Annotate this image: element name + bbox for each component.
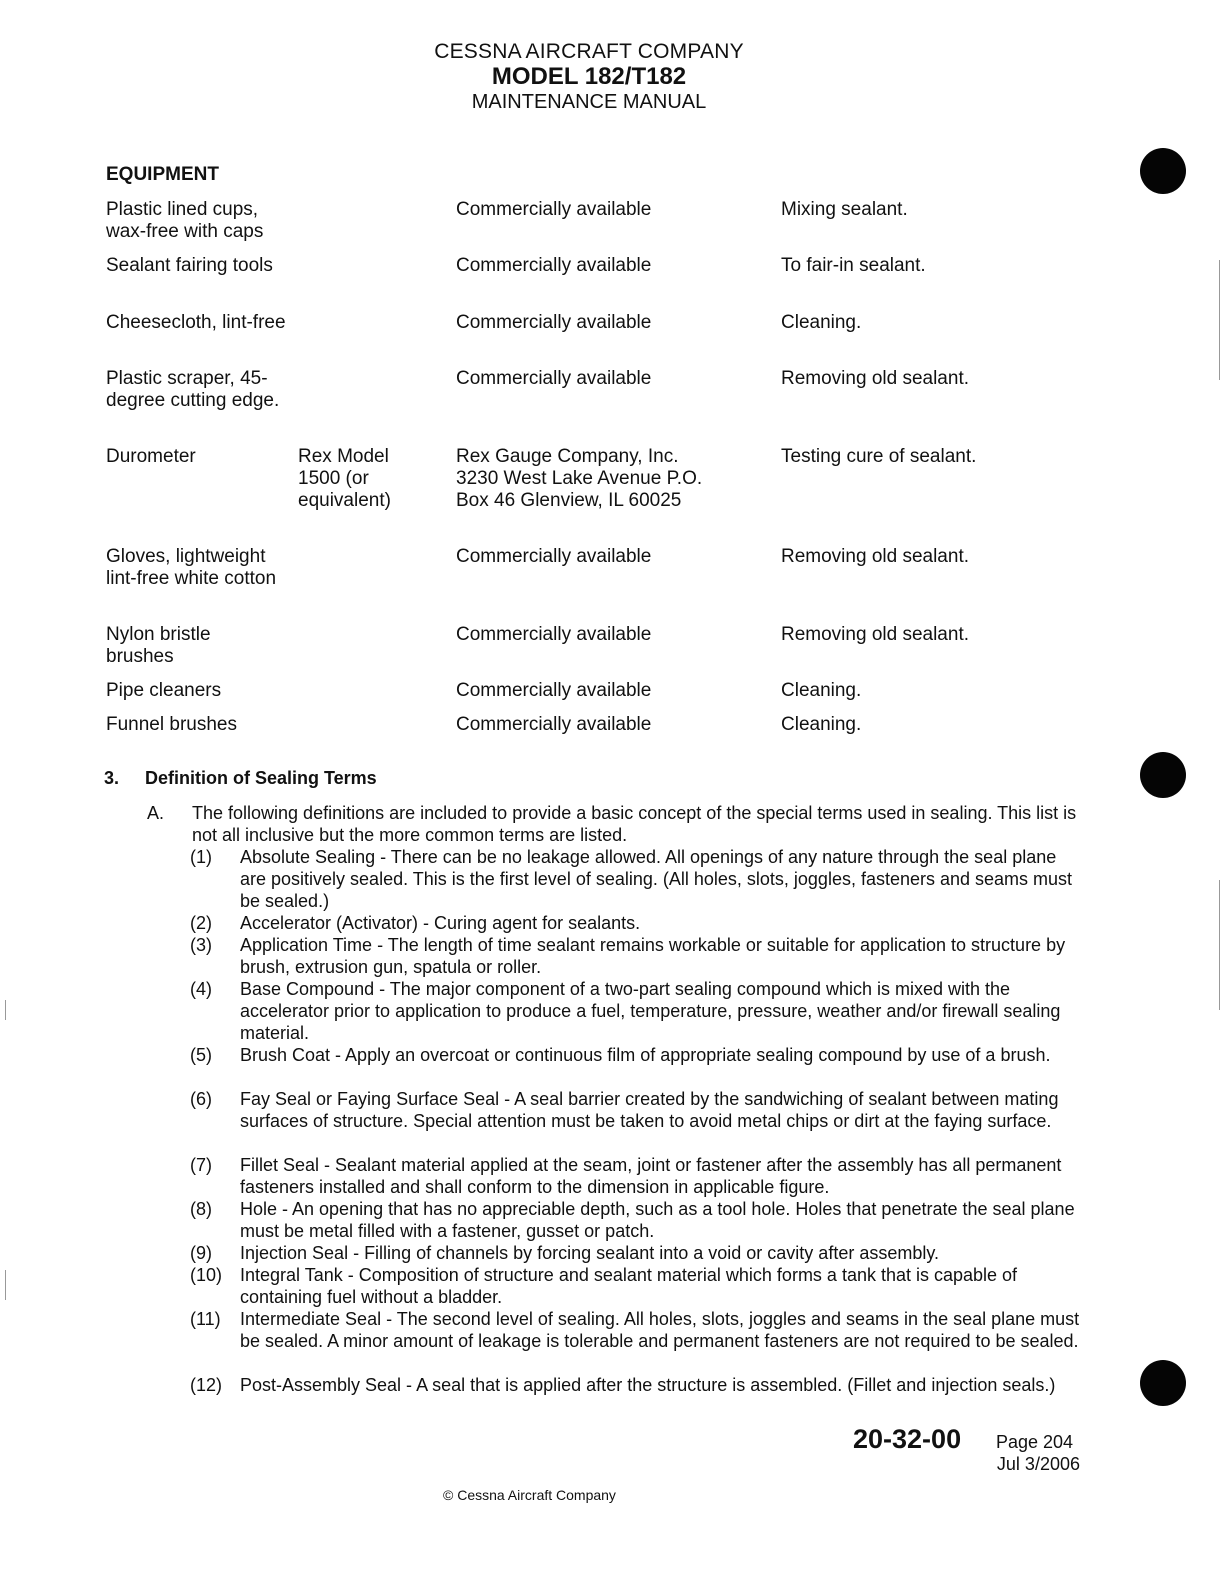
page-number: Page 204 [996,1432,1074,1452]
paragraph-label: A. [147,803,165,823]
edge-mark [1219,880,1220,1010]
equipment-name: Funnel brushes [106,714,237,735]
definition-number: (6) [190,1089,212,1109]
equipment-name: Pipe cleaners [106,680,222,701]
equipment-name: Plastic lined cups, wax-free with caps [106,199,264,242]
equipment-name: Plastic scraper, 45- degree cutting edge. [106,368,280,411]
equipment-number: Rex Model 1500 (or equivalent) [298,446,391,511]
definition-text: Intermediate Seal - The second level of sealing. All holes, slots, joggles and seams in the seal plane must be sealed. A minor amount of leakage is tolerable and permanent fasteners are not required to be sealed. [240,1309,1080,1351]
definition-number: (9) [190,1243,212,1263]
equipment-use: Testing cure of sealant. [781,446,977,467]
equipment-use: Removing old sealant. [781,546,969,567]
equipment-name: Sealant fairing tools [106,255,273,276]
equipment-use: Mixing sealant. [781,199,908,220]
definition-text: Post-Assembly Seal - A seal that is applied after the structure is assembled. (Fillet and injection seals.) [240,1375,1056,1395]
definition-number: (8) [190,1199,212,1219]
equipment-source: Rex Gauge Company, Inc. 3230 West Lake Avenue P.O. Box 46 Glenview, IL 60025 [456,446,703,511]
edge-mark [5,1000,6,1020]
definition-text: Base Compound - The major component of a two-part sealing compound which is mixed with the accelerator prior to application to produce a fuel, temperature, pressure, weather and/or firewall sealing material. [240,979,1061,1043]
company-name: CESSNA AIRCRAFT COMPANY [434,40,744,63]
equipment-use: Removing old sealant. [781,368,969,389]
equipment-use: Removing old sealant. [781,624,969,645]
equipment-title: EQUIPMENT [106,164,219,185]
definition-number: (5) [190,1045,212,1065]
binder-hole-icon [1140,148,1186,194]
model-title: MODEL 182/T182 [491,63,687,90]
section-number: 3. [104,768,120,788]
equipment-source: Commercially available [456,312,652,333]
definition-text: Application Time - The length of time sealant remains workable or suitable for application to structure by brush, extrusion gun, spatula or roller. [240,935,1066,977]
definition-text: Hole - An opening that has no appreciable depth, such as a tool hole. Holes that penetrate the seal plane must be metal filled with a fastener, gusset or patch. [240,1199,1075,1241]
edge-mark [5,1270,6,1300]
definition-number: (2) [190,913,212,933]
equipment-use: To fair-in sealant. [781,255,926,276]
equipment-name: Gloves, lightweight lint-free white cotton [106,546,277,589]
definition-text: Integral Tank - Composition of structure and sealant material which forms a tank that is capable of containing fuel without a bladder. [240,1265,1018,1307]
edge-mark [1219,260,1220,380]
definition-text: Accelerator (Activator) - Curing agent for sealants. [240,913,641,933]
definition-text: Fillet Seal - Sealant material applied at the seam, joint or fastener after the assembly has all permanent fasteners installed and shall conform to the dimension in applicable figure. [240,1155,1062,1197]
definition-number: (10) [190,1265,223,1285]
section-title: Definition of Sealing Terms [145,768,377,788]
definition-text: Injection Seal - Filling of channels by forcing sealant into a void or cavity after assembly. [240,1243,940,1263]
definition-number: (3) [190,935,212,955]
equipment-source: Commercially available [456,624,652,645]
equipment-name: Durometer [106,446,196,467]
equipment-source: Commercially available [456,368,652,389]
equipment-source: Commercially available [456,199,652,220]
copyright-notice: © Cessna Aircraft Company [443,1487,616,1503]
equipment-name: Nylon bristle brushes [106,624,211,667]
manual-title: MAINTENANCE MANUAL [471,91,707,113]
definition-text: Absolute Sealing - There can be no leakage allowed. All openings of any nature through the seal plane are positively sealed. This is the first level of sealing. (All holes, slots, joggles, fasteners and seams must be sealed.) [240,847,1073,911]
binder-hole-icon [1140,1360,1186,1406]
definition-number: (1) [190,847,212,867]
definition-number: (12) [190,1375,223,1395]
definition-number: (11) [190,1309,221,1329]
definition-text: Brush Coat - Apply an overcoat or continuous film of appropriate sealing compound by use of a brush. [240,1045,1051,1065]
definition-number: (7) [190,1155,212,1175]
equipment-source: Commercially available [456,546,652,567]
page-header [0,40,1178,114]
binder-hole-icon [1140,752,1186,798]
revision-date: Jul 3/2006 [996,1454,1080,1474]
equipment-source: Commercially available [456,714,652,735]
equipment-name: Cheesecloth, lint-free [106,312,286,333]
equipment-use: Cleaning. [781,680,862,701]
chapter-code: 20-32-00 [853,1424,962,1454]
definition-number: (4) [190,979,212,999]
paragraph-text: The following definitions are included to provide a basic concept of the special terms used in sealing. This list is not all inclusive but the more common terms are listed. [192,803,1077,845]
definition-text: Fay Seal or Faying Surface Seal - A seal barrier created by the sandwiching of sealant between mating surfaces of structure. Special attention must be taken to avoid metal chips or dirt at the faying surface. [240,1089,1059,1131]
equipment-source: Commercially available [456,680,652,701]
equipment-use: Cleaning. [781,714,862,735]
equipment-source: Commercially available [456,255,652,276]
equipment-use: Cleaning. [781,312,862,333]
